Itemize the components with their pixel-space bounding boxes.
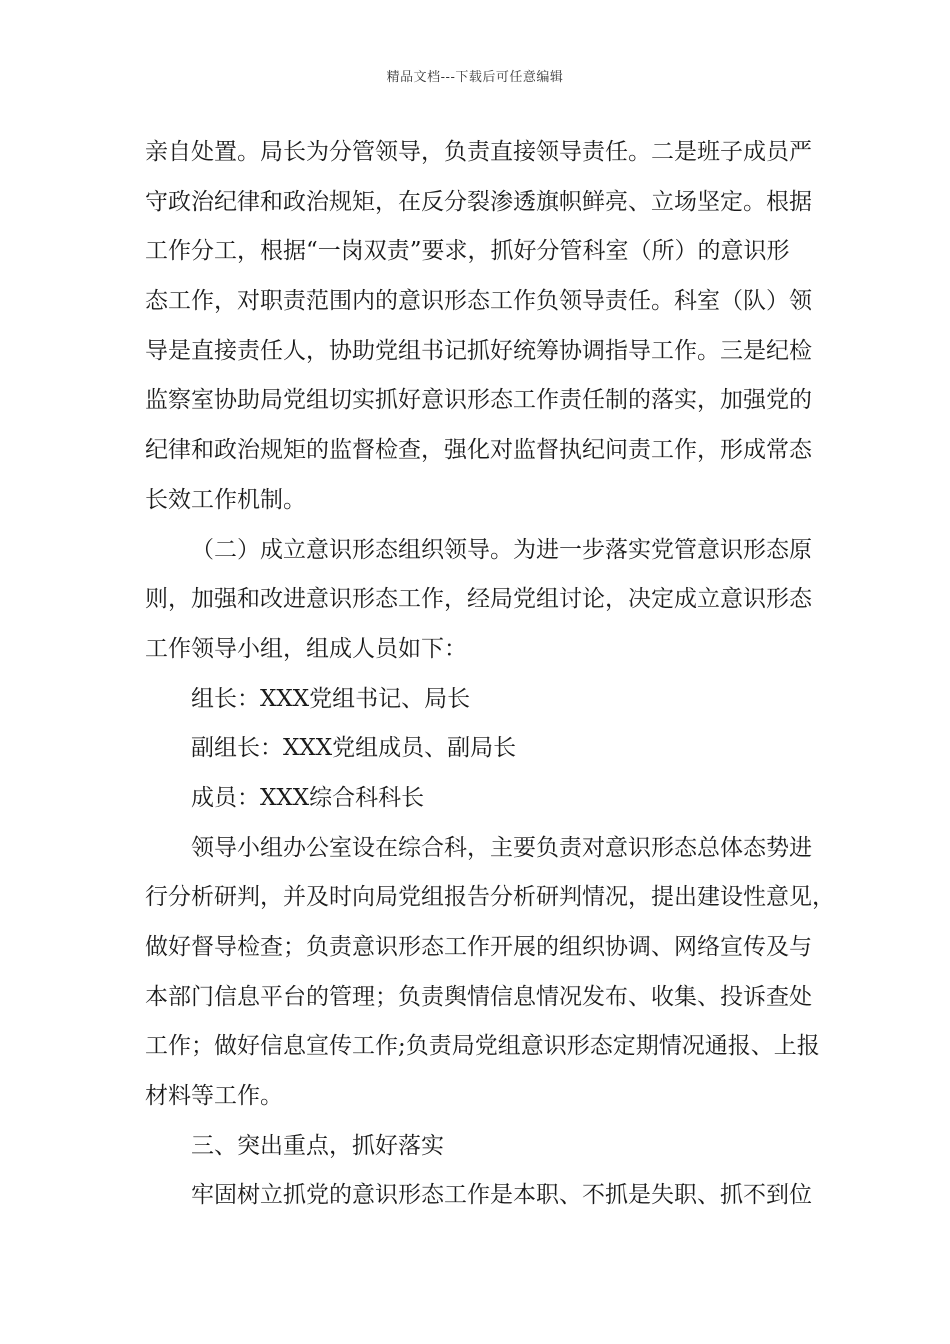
- paragraph-line: 长效工作机制。: [145, 486, 306, 513]
- paragraph-line: 导是直接责任人，协助党组书记抓好统筹协调指导工作。三是纪检: [145, 337, 812, 364]
- paragraph-line: 亲自处置。局长为分管领导，负责直接领导责任。二是班子成员严: [145, 139, 812, 165]
- paragraph-line: 态工作，对职责范围内的意识形态工作负领导责任。科室（队）领: [145, 288, 812, 315]
- paragraph-line: 牢固树立抓党的意识形态工作是本职、不抓是失职、抓不到位: [191, 1182, 812, 1209]
- paragraph-line: 守政治纪律和政治规矩，在反分裂渗透旗帜鲜亮、立场坚定。根据: [145, 188, 812, 215]
- paragraph-line: 行分析研判，并及时向局党组报告分析研判情况，提出建设性意见，: [145, 884, 835, 911]
- member-line-deputy: 副组长：XXX党组成员、副局长: [191, 735, 517, 762]
- member-line-leader: 组长：XXX党组书记、局长: [191, 685, 471, 712]
- paragraph-line: 材料等工作。: [145, 1083, 283, 1110]
- section-heading-line: 三、突出重点，抓好落实: [191, 1132, 444, 1159]
- paragraph-line: 工作分工，根据“一岗双责”要求，抓好分管科室（所）的意识形: [145, 238, 790, 265]
- paragraph-line: 纪律和政治规矩的监督检查，强化对监督执纪问责工作，形成常态: [145, 437, 812, 464]
- paragraph-line: 工作；做好信息宣传工作;负责局党组意识形态定期情况通报、上报: [145, 1033, 820, 1060]
- paragraph-line: 工作领导小组，组成人员如下：: [145, 635, 467, 662]
- paragraph-line: 领导小组办公室设在综合科，主要负责对意识形态总体态势进: [191, 834, 812, 861]
- page-header: 精品文档---下载后可任意编辑: [386, 70, 564, 85]
- paragraph-line: 则，加强和改进意识形态工作，经局党组讨论，决定成立意识形态: [145, 586, 812, 613]
- document-body: [145, 128, 835, 1221]
- paragraph-line: 本部门信息平台的管理；负责舆情信息情况发布、收集、投诉查处: [145, 983, 812, 1010]
- paragraph-line: 监察室协助局党组切实抓好意识形态工作责任制的落实，加强党的: [145, 387, 812, 414]
- member-line-member: 成员：XXX综合科科长: [191, 784, 425, 811]
- section-heading-line: （二）成立意识形态组织领导。为进一步落实党管意识形态原: [191, 536, 812, 563]
- paragraph-line: 做好督导检查；负责意识形态工作开展的组织协调、网络宣传及与: [145, 934, 812, 960]
